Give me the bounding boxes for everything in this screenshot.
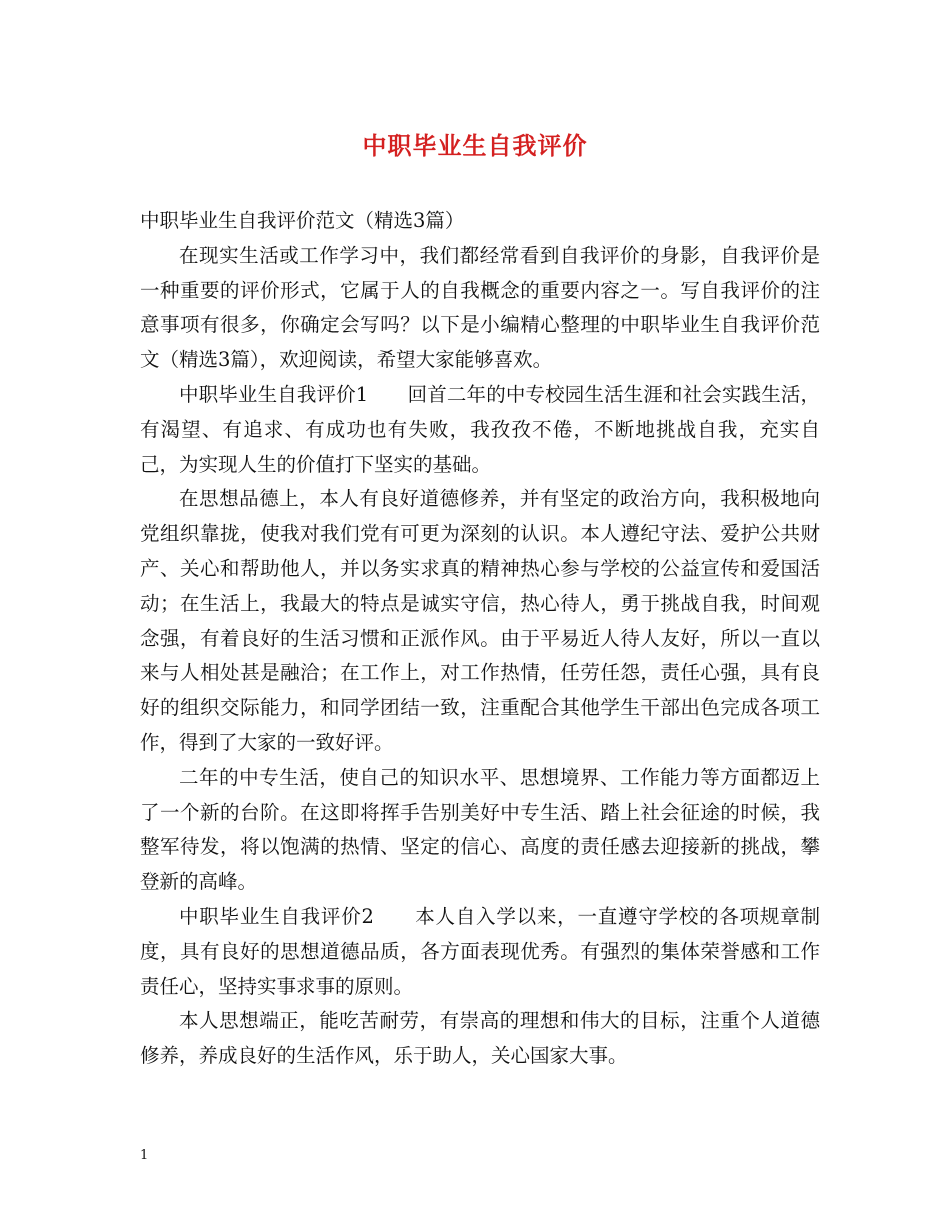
paragraph-two-years: 二年的中专生活，使自己的知识水平、思想境界、工作能力等方面都迈上了一个新的台阶。在这即将挥手告别美好中专生活、踏上社会征途的时候，我整军待发，将以饱满的热情、坚定的信心、高度的责任感去迎接新的挑战，攀登新的高峰。: [140, 765, 820, 894]
document-title: 中职毕业生自我评价: [362, 131, 588, 160]
paragraph-intro: 在现实生活或工作学习中，我们都经常看到自我评价的身影，自我评价是一种重要的评价形式，它属于人的自我概念的重要内容之一。写自我评价的注意事项有很多，你确定会写吗？以下是小编精心整理的中职毕业生自我评价范文（精选3篇），欢迎阅读，希望大家能够喜欢。: [140, 243, 820, 372]
paragraph-evaluation-1: 中职毕业生自我评价1 回首二年的中专校园生活生涯和社会实践生活，有渴望、有追求、有成功也有失败，我孜孜不倦，不断地挑战自我，充实自己，为实现人生的价值打下坚实的基础。: [140, 382, 820, 476]
paragraph-thought: 本人思想端正，能吃苦耐劳，有崇高的理想和伟大的目标，注重个人道德修养，养成良好的生活作风，乐于助人，关心国家大事。: [140, 1009, 820, 1068]
document-subtitle: 中职毕业生自我评价范文（精选3篇）: [140, 209, 465, 232]
paragraph-evaluation-2: 中职毕业生自我评价2 本人自入学以来，一直遵守学校的各项规章制度，具有良好的思想道德品质，各方面表现优秀。有强烈的集体荣誉感和工作责任心，坚持实事求事的原则。: [140, 904, 820, 998]
page-number: 1: [140, 1148, 149, 1163]
paragraph-moral-character: 在思想品德上，本人有良好道德修养，并有坚定的政治方向，我积极地向党组织靠拢，使我对我们党有可更为深刻的认识。本人遵纪守法、爱护公共财产、关心和帮助他人，并以务实求真的精神热心参与学校的公益宣传和爱国活动；在生活上，我最大的特点是诚实守信，热心待人，勇于挑战自我，时间观念强，有着良好的生活习惯和正派作风。由于平易近人待人友好，所以一直以来与人相处甚是融洽；在工作上，对工作热情，任劳任怨，责任心强，具有良好的组织交际能力，和同学团结一致，注重配合其他学生干部出色完成各项工作，得到了大家的一致好评。: [140, 487, 820, 754]
document-body: [140, 204, 820, 1074]
